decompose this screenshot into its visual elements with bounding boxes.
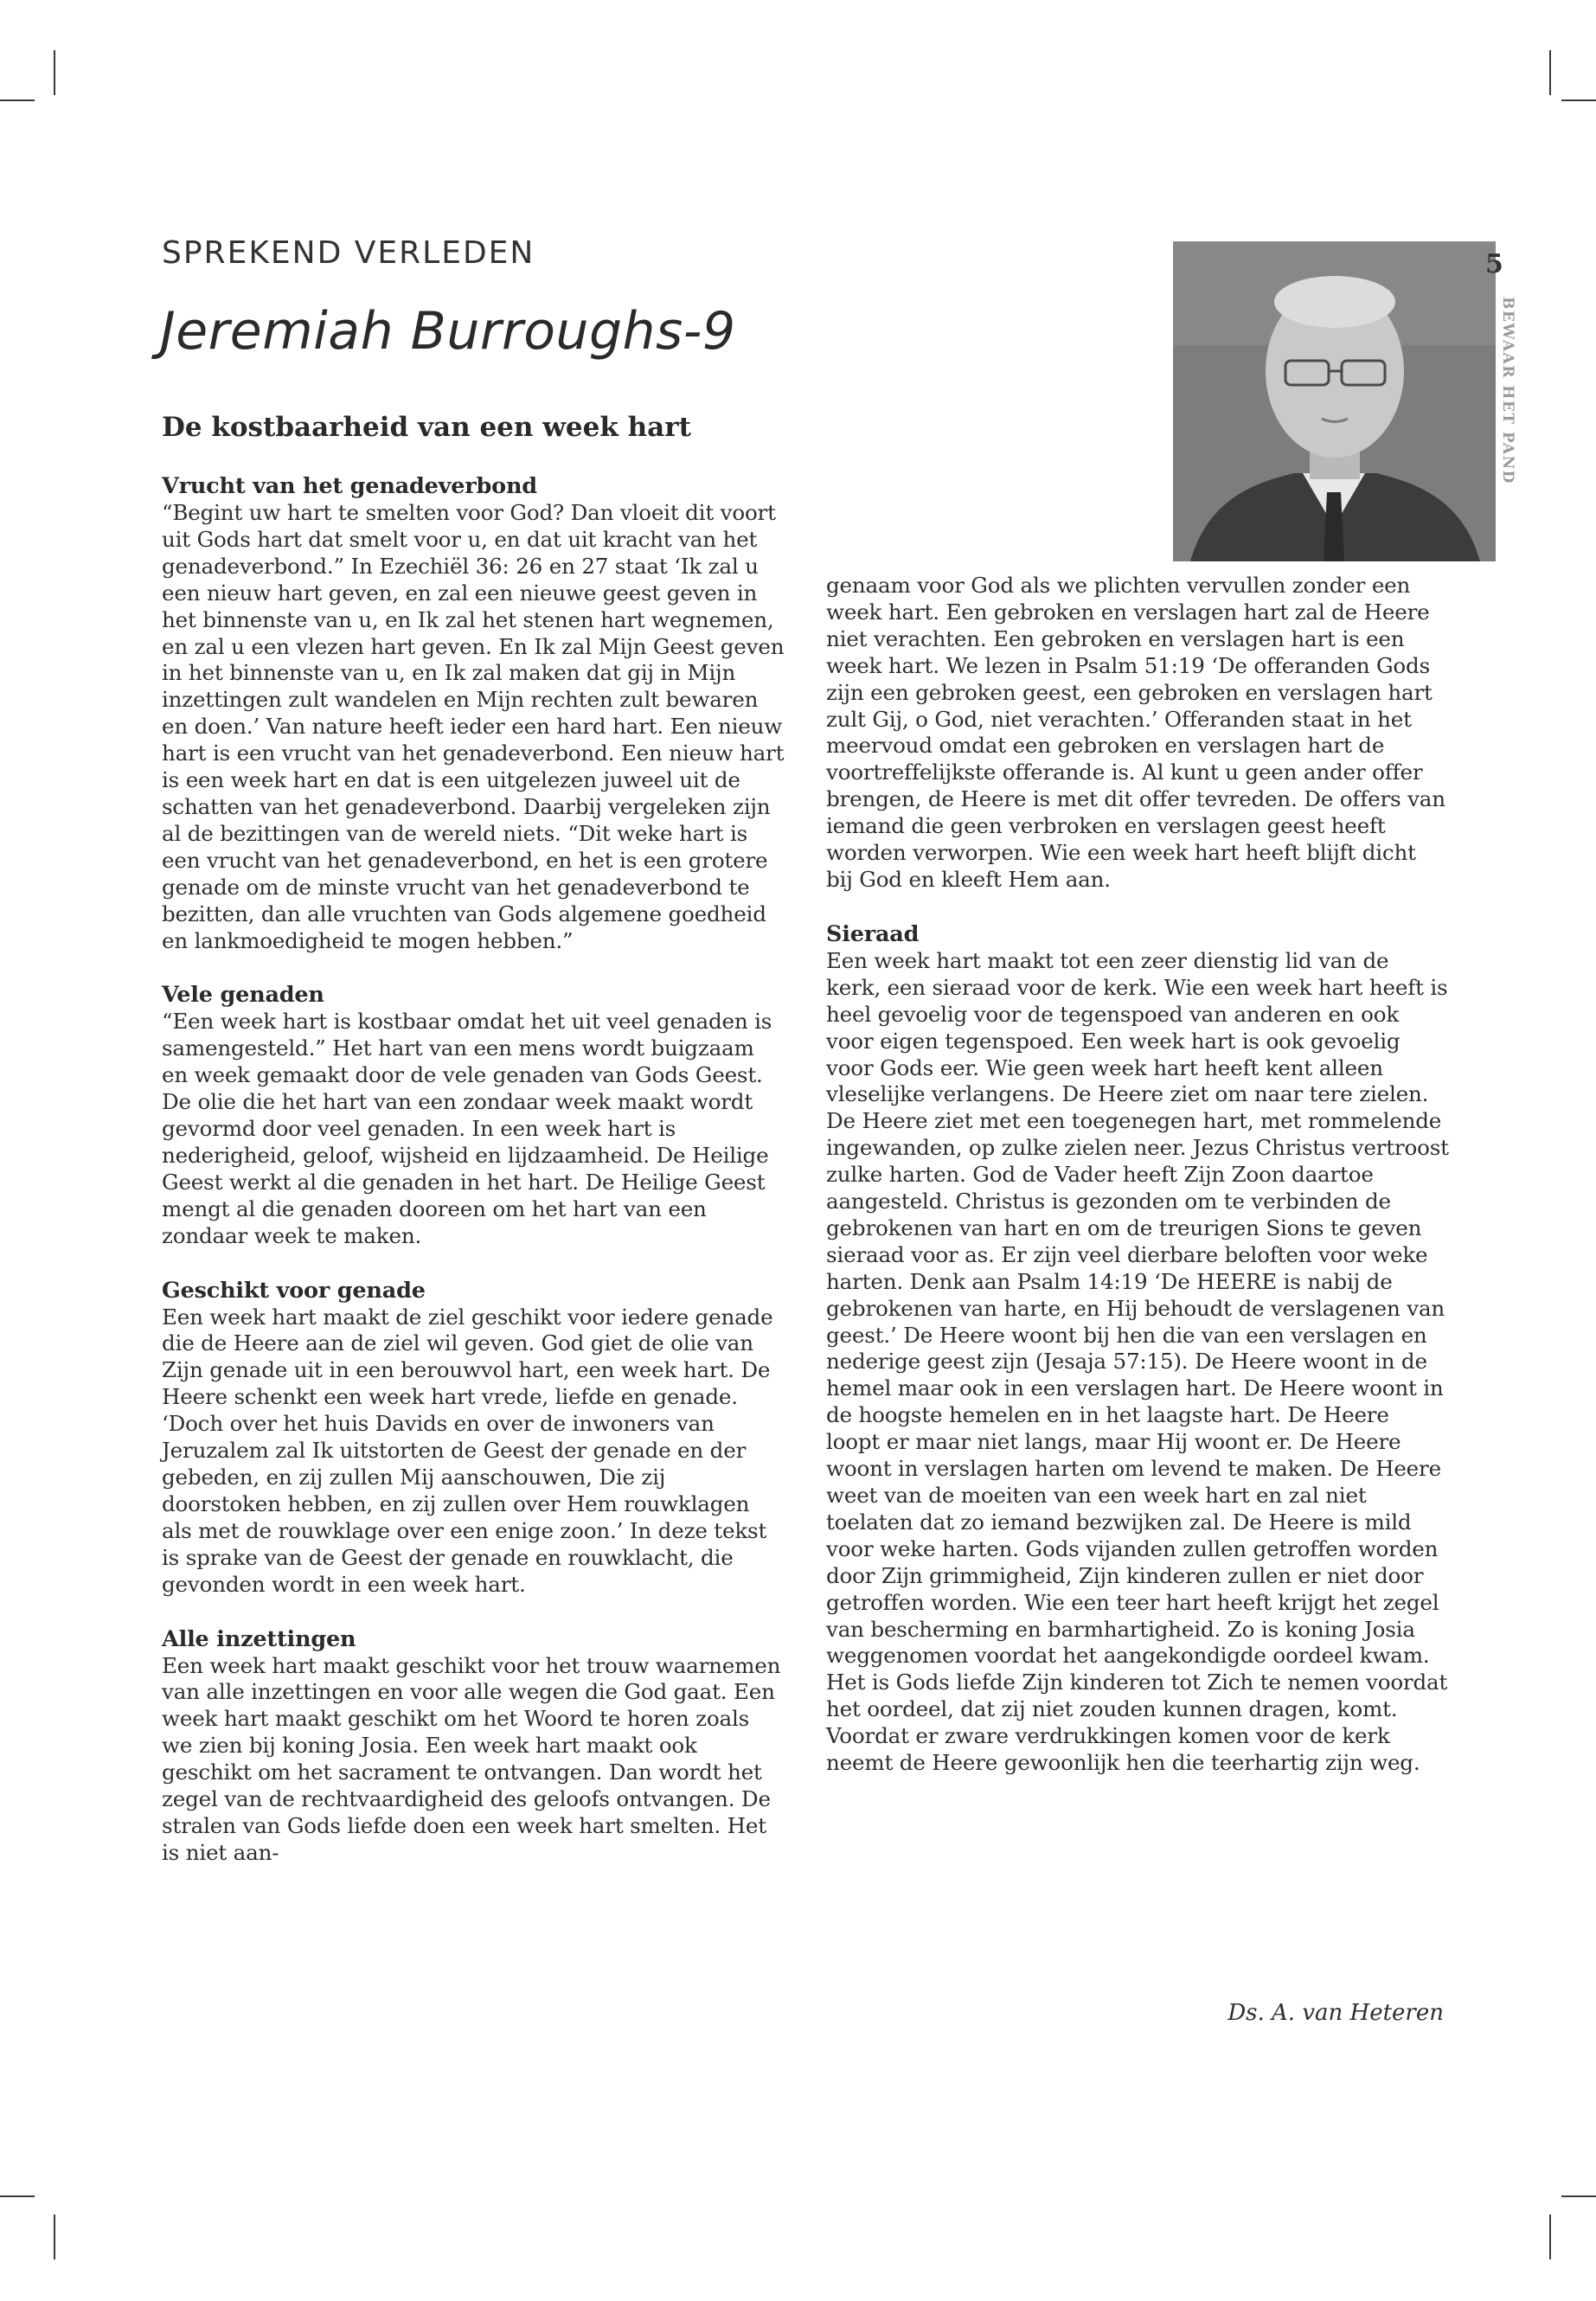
- crop-mark-bottom-right-h: [1561, 2195, 1596, 2197]
- crop-mark-bottom-right: [1549, 2214, 1551, 2259]
- section-heading: Sieraad: [826, 920, 920, 947]
- crop-mark-top-right-h: [1561, 99, 1596, 101]
- paragraph: Een week hart maakt de ziel geschikt voor iedere genade die de Heere aan de ziel wil geven. God giet de olie van Zijn genade uit in een berouwvol hart, een week hart. De Heere schenkt een week hart vrede, liefde en genade. ‘Doch over het huis Davids en over de inwoners van Jeruzalem zal Ik uitstorten de Geest der genade en der gebeden, en zij zullen Mij aanschouwen, Die zij doorstoken hebben, en zij zullen over Hem rouwklagen als met de rouwklage over een enige zoon.’ In deze tekst is sprake van de Geest der genade en rouwklacht, die gevonden wordt in een week hart.: [162, 1304, 773, 1597]
- crop-mark-top-left-h: [0, 99, 35, 101]
- section-heading: Geschikt voor genade: [162, 1277, 426, 1304]
- crop-mark-top-right: [1549, 50, 1551, 95]
- crop-mark-bottom-left: [54, 2214, 55, 2259]
- paragraph: “Een week hart is kostbaar omdat het uit veel genaden is samengesteld.” Het hart van een mens wordt buigzaam en week gemaakt door de vele genaden van Gods Geest. De olie die het hart van een zondaar week maakt wordt gevormd door veel genaden. In een week hart is nederigheid, geloof, wijsheid en lijdzaamheid. De Heilige Geest werkt al die genaden in het hart. De Heilige Geest mengt al die genaden dooreen om het hart van een zondaar week te maken.: [162, 1009, 772, 1248]
- page-title: Jeremiah Burroughs-9: [160, 301, 736, 362]
- paragraph: Een week hart maakt tot een zeer dienstig lid van de kerk, een sieraad voor de kerk. Wie een week hart heeft is heel gevoelig voor de tegenspoed van anderen en ook voor eigen tegenspoed. Een week hart is ook gevoelig voor Gods eer. Wie geen week hart heeft kent alleen vleselijke verlangens. De Heere ziet om naar tere zielen. De Heere ziet met een toegenegen hart, met rommelende ingewanden, op zulke zielen neer. Jezus Christus vertroost zulke harten. God de Vader heeft Zijn Zoon daartoe aangesteld. Christus is gezonden om te verbinden de gebrokenen van hart en om de treurigen Sions te geven sieraad voor as. Er zijn veel dierbare beloften voor weke harten. Denk aan Psalm 14:19 ‘De HEERE is nabij de gebrokenen van harte, en Hij behoudt de verslagenen van geest.’ De Heere woont bij hen die van een verslagen en nederige geest zijn (Jesaja 57:15). De Heere woont in de hemel maar ook in een verslagen hart. De Heere woont in de hoogste hemelen en in het laagste hart. De Heere loopt er maar niet langs, maar Hij woont er. De Heere woont in verslagen harten om levend te maken. De Heere weet van de moeiten van een week hart en zal niet toelaten dat zo iemand bezwijken zal. De Heere is mild voor weke harten. Gods vijanden zullen getroffen worden door Zijn grimmigheid, Zijn kinderen zullen er niet door getroffen worden. Wie een teer hart heeft krijgt het zegel van bescherming en barmhartigheid. Zo is koning Josia weggenomen voordat het aangekondigde oordeel kwam. Het is Gods liefde Zijn kinderen tot Zich te nemen voordat het oordeel, dat zij niet zouden kunnen dragen, komt. Voordat er zware verdrukkingen komen voor de kerk neemt de Heere gewoonlijk hen die teerhartig zijn weg.: [826, 947, 1449, 1776]
- crop-mark-top-left: [54, 50, 55, 95]
- paragraph: Een week hart maakt geschikt voor het trouw waarnemen van alle inzettingen en voor alle wegen die God gaat. Een week hart maakt geschikt om het Woord te horen zoals we zien bij koning Josia. Een week hart maakt ook geschikt om het sacrament te ontvangen. Dan wordt het zegel van de rechtvaardigheid des geloofs ontvangen. De stralen van Gods liefde doen een week hart smelten. Het is niet aan-: [162, 1652, 781, 1865]
- article-subtitle: De kostbaarheid van een week hart: [162, 412, 691, 443]
- right-column: [826, 573, 1449, 1804]
- paragraph: “Begint uw hart te smelten voor God? Dan vloeit dit voort uit Gods hart dat smelt voor u, en dat uit kracht van het genadeverbond.” In Ezechiël 36: 26 en 27 staat ‘Ik zal u een nieuw hart geven, en zal een nieuwe geest geven in het binnenste van u, en Ik zal het stenen hart wegnemen, en zal u een vlezen hart geven. En Ik zal Mijn Geest geven in het binnenste van u, en Ik zal maken dat gij in Mijn inzettingen zult wandelen en Mijn rechten zult bewaren en doen.’ Van nature heeft ieder een hard hart. Een nieuw hart is een vrucht van het genadeverbond. Een nieuw hart is een week hart en dat is een uitgelezen juweel uit de schatten van het genadeverbond. Daarbij vergeleken zijn al de bezittingen van de wereld niets. “Dit weke hart is een vrucht van het genadeverbond, en het is een grotere genade om de minste vrucht van het genadeverbond te bezitten, dan alle vruchten van Gods algemene goedheid en lankmoedigheid te mogen hebben.”: [162, 500, 785, 953]
- section-heading: Vele genaden: [162, 982, 324, 1009]
- running-head: BEWAAR HET PAND: [1499, 297, 1516, 484]
- section-heading: Vrucht van het genadeverbond: [162, 473, 537, 499]
- section-heading: Alle inzettingen: [162, 1625, 356, 1652]
- crop-mark-bottom-left-h: [0, 2195, 35, 2197]
- left-column: [162, 472, 785, 1894]
- page-number: 5: [1485, 249, 1503, 279]
- author-portrait-photo: [1173, 241, 1496, 561]
- paragraph: genaam voor God als we plichten vervullen zonder een week hart. Een gebroken en verslagen hart zal de Heere niet verachten. Een gebroken en verslagen hart is een week hart. We lezen in Psalm 51:19 ‘De offeranden Gods zijn een gebroken geest, een gebroken en verslagen hart zult Gij, o God, niet verachten.’ Offeranden staat in het meervoud omdat een gebroken en verslagen hart de voortreffelijkste offerande is. Al kunt u geen ander offer brengen, de Heere is met dit offer tevreden. De offers van iemand die geen verbroken en verslagen geest heeft worden verworpen. Wie een week hart heeft blijft dicht bij God en kleeft Hem aan.: [826, 573, 1445, 892]
- section-label: SPREKEND VERLEDEN: [162, 235, 535, 271]
- author-signature: Ds. A. van Heteren: [1227, 2000, 1444, 2026]
- portrait-illustration: [1173, 241, 1496, 561]
